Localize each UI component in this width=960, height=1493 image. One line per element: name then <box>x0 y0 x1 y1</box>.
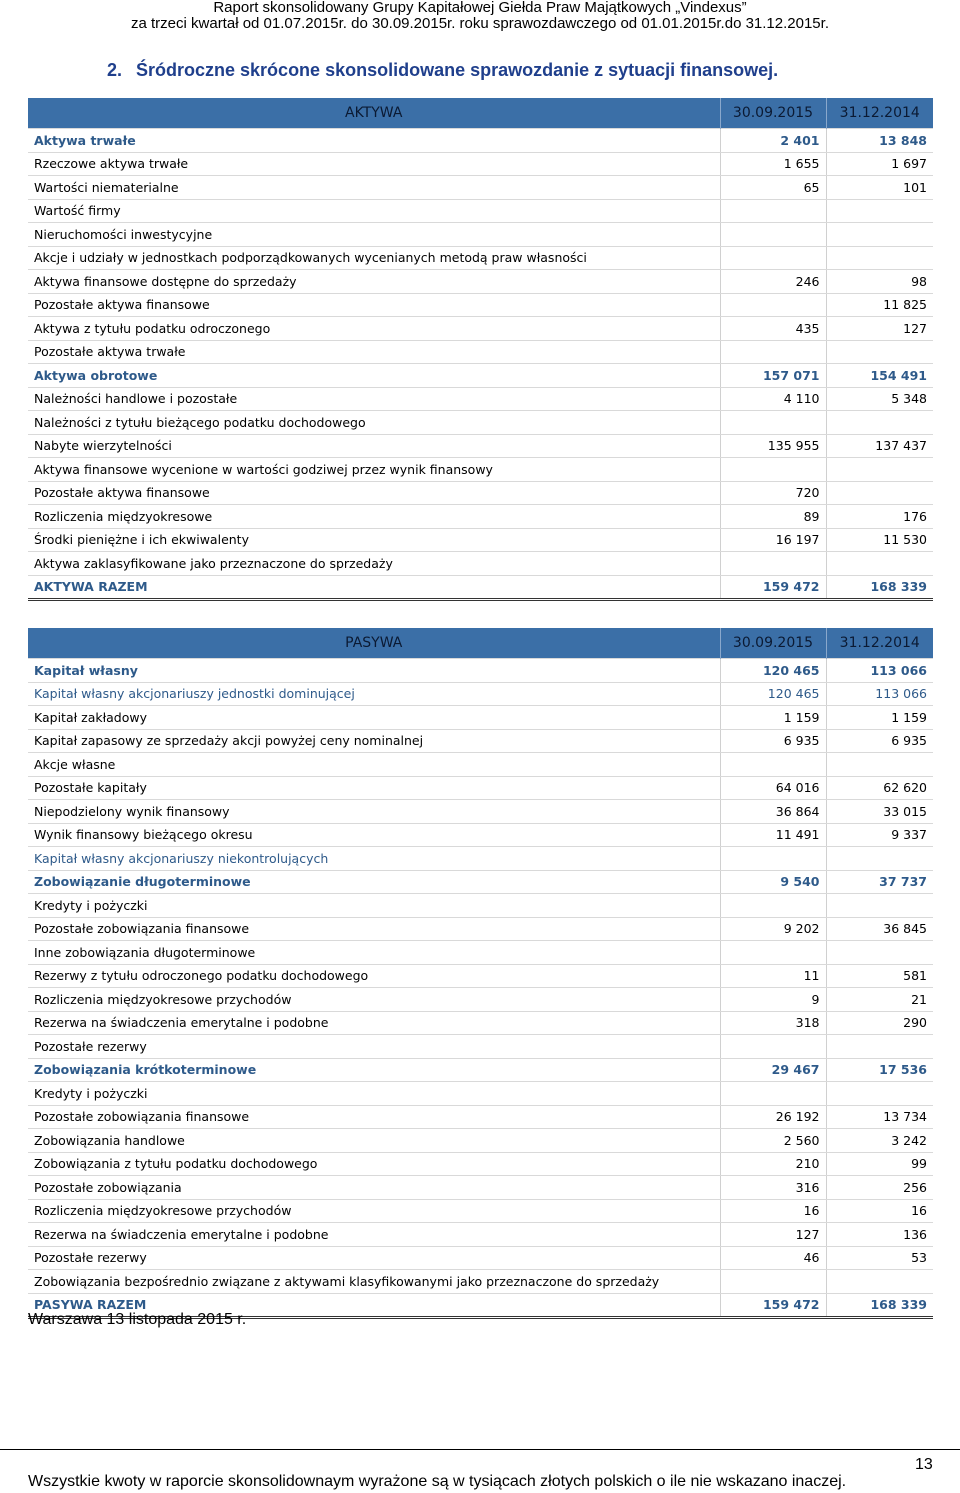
table-row <box>28 552 933 576</box>
assets-table-header <box>28 98 933 129</box>
table-row <box>28 729 933 753</box>
table-row <box>28 1082 933 1106</box>
table-row <box>28 753 933 777</box>
row-value-2014: 17 536 <box>826 1058 933 1082</box>
table-row <box>28 246 933 270</box>
row-value-2014: 581 <box>826 964 933 988</box>
table-row <box>28 270 933 294</box>
row-value-2014: 11 530 <box>826 528 933 552</box>
table-row <box>28 481 933 505</box>
table-row <box>28 1058 933 1082</box>
table-row <box>28 434 933 458</box>
row-label: Niepodzielony wynik finansowy <box>28 800 720 824</box>
row-label: Nieruchomości inwestycyjne <box>28 223 720 247</box>
row-value-2014: 36 845 <box>826 917 933 941</box>
row-value-2015 <box>720 941 826 965</box>
table-row <box>28 1223 933 1247</box>
row-label: Aktywa zaklasyfikowane jako przeznaczone do sprzedaży <box>28 552 720 576</box>
table-row <box>28 364 933 388</box>
row-label: Środki pieniężne i ich ekwiwalenty <box>28 528 720 552</box>
section-title-text: Śródroczne skrócone skonsolidowane sprawozdanie z sytuacji finansowej. <box>136 60 779 80</box>
footer-note: Wszystkie kwoty w raporcie skonsolidownaym wyrażone są w tysiącach złotych polskich o ile nie wskazano inaczej. <box>28 1473 847 1490</box>
row-value-2015 <box>720 246 826 270</box>
row-value-2014: 9 337 <box>826 823 933 847</box>
row-value-2015: 65 <box>720 176 826 200</box>
row-value-2015: 46 <box>720 1246 826 1270</box>
row-value-2015: 9 <box>720 988 826 1012</box>
row-value-2014 <box>826 552 933 576</box>
row-label: Pozostałe aktywa finansowe <box>28 293 720 317</box>
row-value-2014 <box>826 481 933 505</box>
row-value-2014: 62 620 <box>826 776 933 800</box>
table-row <box>28 823 933 847</box>
table-row <box>28 411 933 435</box>
row-value-2014 <box>826 1035 933 1059</box>
table-row <box>28 152 933 176</box>
liabilities-table <box>28 628 933 1319</box>
row-value-2014 <box>826 411 933 435</box>
row-value-2014: 127 <box>826 317 933 341</box>
row-value-2015: 11 491 <box>720 823 826 847</box>
row-value-2014: 1 697 <box>826 152 933 176</box>
row-value-2014 <box>826 753 933 777</box>
row-value-2014: 33 015 <box>826 800 933 824</box>
table-row <box>28 223 933 247</box>
row-label: Rezerwa na świadczenia emerytalne i podobne <box>28 1223 720 1247</box>
row-value-2015: 16 <box>720 1199 826 1223</box>
row-label: Akcje i udziały w jednostkach podporządkowanych wycenianych metodą praw własności <box>28 246 720 270</box>
assets-table <box>28 98 933 601</box>
row-value-2015: 6 935 <box>720 729 826 753</box>
row-value-2014 <box>826 223 933 247</box>
row-value-2015 <box>720 1270 826 1294</box>
table-row <box>28 1176 933 1200</box>
row-value-2015: 4 110 <box>720 387 826 411</box>
liabilities-table-body <box>28 628 933 1318</box>
row-label: Kredyty i pożyczki <box>28 1082 720 1106</box>
row-value-2014: 101 <box>826 176 933 200</box>
assets-header-col1: 30.09.2015 <box>720 98 826 129</box>
row-value-2015: 36 864 <box>720 800 826 824</box>
row-label: Rzeczowe aktywa trwałe <box>28 152 720 176</box>
table-row <box>28 199 933 223</box>
footer-divider <box>0 1449 960 1450</box>
row-label: Pozostałe zobowiązania <box>28 1176 720 1200</box>
assets-header-label: AKTYWA <box>28 98 720 129</box>
row-value-2015: 64 016 <box>720 776 826 800</box>
total-row <box>28 575 933 600</box>
assets-header-col2: 31.12.2014 <box>826 98 933 129</box>
table-row <box>28 706 933 730</box>
assets-table-body <box>28 98 933 600</box>
place-date: Warszawa 13 listopada 2015 r. <box>28 1311 247 1328</box>
row-value-2014: 99 <box>826 1152 933 1176</box>
row-value-2015 <box>720 1035 826 1059</box>
report-period: za trzeci kwartał od 01.07.2015r. do 30.09.2015r. roku sprawozdawczego od 01.01.2015r.do 31.12.2015r. <box>131 15 829 32</box>
row-label: Zobowiązania krótkoterminowe <box>28 1058 720 1082</box>
table-row <box>28 659 933 683</box>
row-value-2015 <box>720 411 826 435</box>
table-row <box>28 847 933 871</box>
table-row <box>28 1035 933 1059</box>
row-value-2014: 5 348 <box>826 387 933 411</box>
table-row <box>28 800 933 824</box>
row-label: Pozostałe rezerwy <box>28 1035 720 1059</box>
row-value-2014: 113 066 <box>826 659 933 683</box>
row-value-2015: 1 655 <box>720 152 826 176</box>
row-value-2014: 154 491 <box>826 364 933 388</box>
row-label: Pozostałe aktywa finansowe <box>28 481 720 505</box>
row-value-2015 <box>720 340 826 364</box>
row-value-2015: 210 <box>720 1152 826 1176</box>
row-value-2015: 120 465 <box>720 682 826 706</box>
row-value-2015: 246 <box>720 270 826 294</box>
table-row <box>28 340 933 364</box>
row-value-2014 <box>826 1082 933 1106</box>
row-label: Aktywa finansowe wycenione w wartości godziwej przez wynik finansowy <box>28 458 720 482</box>
table-row <box>28 1105 933 1129</box>
row-value-2015: 135 955 <box>720 434 826 458</box>
row-value-2015 <box>720 1082 826 1106</box>
row-value-2014: 21 <box>826 988 933 1012</box>
row-value-2014: 1 159 <box>826 706 933 730</box>
row-value-2015: 159 472 <box>720 575 826 600</box>
row-value-2015: 11 <box>720 964 826 988</box>
liabilities-header-col1: 30.09.2015 <box>720 628 826 659</box>
row-value-2015: 29 467 <box>720 1058 826 1082</box>
row-value-2015: 159 472 <box>720 1293 826 1318</box>
row-value-2014: 3 242 <box>826 1129 933 1153</box>
row-label: Akcje własne <box>28 753 720 777</box>
row-value-2015 <box>720 199 826 223</box>
row-value-2015: 26 192 <box>720 1105 826 1129</box>
row-value-2014 <box>826 894 933 918</box>
row-label: Inne zobowiązania długoterminowe <box>28 941 720 965</box>
row-value-2014: 136 <box>826 1223 933 1247</box>
table-row <box>28 293 933 317</box>
row-value-2014: 113 066 <box>826 682 933 706</box>
row-label: Wartości niematerialne <box>28 176 720 200</box>
row-value-2015: 9 540 <box>720 870 826 894</box>
row-label: PASYWA RAZEM <box>28 1293 720 1318</box>
row-label: Rozliczenia międzyokresowe <box>28 505 720 529</box>
row-value-2014: 168 339 <box>826 575 933 600</box>
table-row <box>28 1199 933 1223</box>
row-value-2015 <box>720 894 826 918</box>
row-value-2015: 318 <box>720 1011 826 1035</box>
row-label: Pozostałe aktywa trwałe <box>28 340 720 364</box>
row-value-2014: 11 825 <box>826 293 933 317</box>
table-row <box>28 682 933 706</box>
row-value-2014 <box>826 199 933 223</box>
row-label: Aktywa obrotowe <box>28 364 720 388</box>
row-label: Kapitał własny akcjonariuszy jednostki dominującej <box>28 682 720 706</box>
table-row <box>28 941 933 965</box>
row-label: Rozliczenia międzyokresowe przychodów <box>28 1199 720 1223</box>
row-value-2015 <box>720 293 826 317</box>
table-row <box>28 505 933 529</box>
table-row <box>28 964 933 988</box>
row-label: Wynik finansowy bieżącego okresu <box>28 823 720 847</box>
row-value-2014: 37 737 <box>826 870 933 894</box>
row-value-2014: 13 734 <box>826 1105 933 1129</box>
row-label: Wartość firmy <box>28 199 720 223</box>
row-value-2014: 290 <box>826 1011 933 1035</box>
report-title: Raport skonsolidowany Grupy Kapitałowej Giełda Praw Majątkowych „Vindexus” <box>213 0 747 16</box>
row-value-2014: 6 935 <box>826 729 933 753</box>
row-label: Kapitał zapasowy ze sprzedaży akcji powyżej ceny nominalnej <box>28 729 720 753</box>
table-row <box>28 176 933 200</box>
row-value-2014: 176 <box>826 505 933 529</box>
table-row <box>28 458 933 482</box>
row-value-2015: 316 <box>720 1176 826 1200</box>
row-label: Zobowiązanie długoterminowe <box>28 870 720 894</box>
table-row <box>28 870 933 894</box>
row-value-2015: 16 197 <box>720 528 826 552</box>
row-label: Aktywa trwałe <box>28 129 720 153</box>
row-value-2015 <box>720 552 826 576</box>
section-title <box>107 60 778 81</box>
row-value-2015: 2 560 <box>720 1129 826 1153</box>
liabilities-header-label: PASYWA <box>28 628 720 659</box>
section-number: 2. <box>107 60 123 80</box>
table-row <box>28 528 933 552</box>
row-value-2015 <box>720 753 826 777</box>
table-row <box>28 776 933 800</box>
row-label: Pozostałe zobowiązania finansowe <box>28 917 720 941</box>
row-label: Zobowiązania z tytułu podatku dochodowego <box>28 1152 720 1176</box>
row-label: Należności handlowe i pozostałe <box>28 387 720 411</box>
row-label: Rezerwa na świadczenia emerytalne i podobne <box>28 1011 720 1035</box>
liabilities-header-col2: 31.12.2014 <box>826 628 933 659</box>
row-value-2014: 256 <box>826 1176 933 1200</box>
row-label: Zobowiązania handlowe <box>28 1129 720 1153</box>
table-row <box>28 1011 933 1035</box>
row-label: Aktywa finansowe dostępne do sprzedaży <box>28 270 720 294</box>
row-label: Należności z tytułu bieżącego podatku dochodowego <box>28 411 720 435</box>
row-label: Zobowiązania bezpośrednio związane z aktywami klasyfikowanymi jako przeznaczone do sprzedaży <box>28 1270 720 1294</box>
row-label: Kredyty i pożyczki <box>28 894 720 918</box>
row-value-2014 <box>826 847 933 871</box>
row-label: Rozliczenia międzyokresowe przychodów <box>28 988 720 1012</box>
page-number: 13 <box>915 1456 933 1473</box>
row-value-2014: 137 437 <box>826 434 933 458</box>
row-label: Kapitał zakładowy <box>28 706 720 730</box>
row-value-2015: 720 <box>720 481 826 505</box>
row-value-2014: 98 <box>826 270 933 294</box>
row-label: Pozostałe kapitały <box>28 776 720 800</box>
liabilities-table-header <box>28 628 933 659</box>
row-value-2015: 435 <box>720 317 826 341</box>
table-row <box>28 317 933 341</box>
table-row <box>28 917 933 941</box>
row-value-2014: 168 339 <box>826 1293 933 1318</box>
row-value-2015: 120 465 <box>720 659 826 683</box>
table-row <box>28 1152 933 1176</box>
row-value-2014 <box>826 246 933 270</box>
row-value-2014 <box>826 1270 933 1294</box>
row-label: Pozostałe rezerwy <box>28 1246 720 1270</box>
row-value-2014: 13 848 <box>826 129 933 153</box>
row-value-2015 <box>720 458 826 482</box>
row-label: Kapitał własny <box>28 659 720 683</box>
table-row <box>28 129 933 153</box>
table-row <box>28 1246 933 1270</box>
row-value-2014: 16 <box>826 1199 933 1223</box>
row-label: Aktywa z tytułu podatku odroczonego <box>28 317 720 341</box>
row-value-2015: 1 159 <box>720 706 826 730</box>
row-label: Nabyte wierzytelności <box>28 434 720 458</box>
row-value-2014 <box>826 941 933 965</box>
row-value-2014 <box>826 340 933 364</box>
row-value-2015: 157 071 <box>720 364 826 388</box>
row-label: Pozostałe zobowiązania finansowe <box>28 1105 720 1129</box>
row-value-2015: 9 202 <box>720 917 826 941</box>
report-header <box>0 0 960 32</box>
row-value-2015: 2 401 <box>720 129 826 153</box>
table-row <box>28 894 933 918</box>
row-value-2015 <box>720 223 826 247</box>
row-value-2014 <box>826 458 933 482</box>
row-value-2015: 127 <box>720 1223 826 1247</box>
row-label: Rezerwy z tytułu odroczonego podatku dochodowego <box>28 964 720 988</box>
table-row <box>28 387 933 411</box>
row-label: AKTYWA RAZEM <box>28 575 720 600</box>
row-value-2014: 53 <box>826 1246 933 1270</box>
table-row <box>28 1129 933 1153</box>
table-row <box>28 988 933 1012</box>
row-value-2015 <box>720 847 826 871</box>
row-label: Kapitał własny akcjonariuszy niekontrolujących <box>28 847 720 871</box>
table-row <box>28 1270 933 1294</box>
row-value-2015: 89 <box>720 505 826 529</box>
